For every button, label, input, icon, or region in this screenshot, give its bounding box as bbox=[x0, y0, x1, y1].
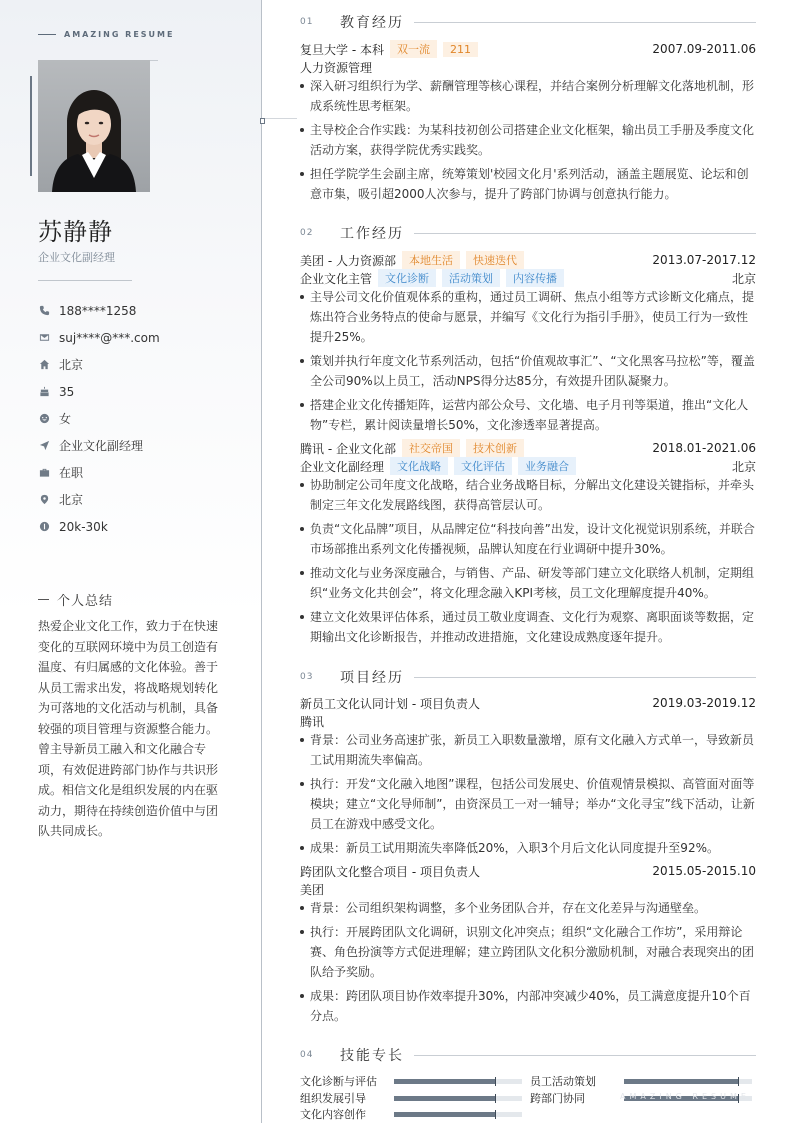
company-tag: 快速迭代 bbox=[466, 251, 524, 269]
timeline-connector bbox=[265, 118, 297, 119]
project-org: 美团 bbox=[300, 882, 325, 897]
project-header bbox=[300, 862, 756, 880]
section-title: 技能专长 bbox=[340, 1048, 404, 1064]
avatar bbox=[38, 60, 150, 192]
skill-bar bbox=[394, 1112, 522, 1117]
section-education-heading bbox=[300, 12, 756, 32]
position-tag: 业务融合 bbox=[518, 457, 576, 475]
project-bullets bbox=[300, 898, 756, 1030]
brand-label: AMAZING RESUME bbox=[64, 30, 175, 39]
list-item: 负责“文化品牌”项目，从品牌定位“科技向善”出发，设计文化视觉识别系统，并联合市场部推出系列文化传播视频，品牌认知度在行业调研中提升30%。 bbox=[300, 519, 756, 559]
section-skills-heading bbox=[300, 1045, 756, 1065]
contact-text: 35 bbox=[59, 384, 75, 399]
watermark: AMAZING RESUME bbox=[620, 1092, 750, 1101]
list-item: 执行：开发“文化融入地图”课程，包括公司发展史、价值观情景模拟、高管面对面等模块；建立“文化导师制”，由资深员工一对一辅导；举办“文化寻宝”线下活动，让新员工在游戏中感受文化。 bbox=[300, 774, 756, 834]
company-name: 美团 - 人力资源部 bbox=[300, 253, 396, 268]
company-tag: 技术创新 bbox=[466, 439, 524, 457]
work-city: 北京 bbox=[731, 459, 756, 474]
skill-item bbox=[300, 1073, 522, 1089]
brand-mark bbox=[38, 30, 174, 39]
contact-salary bbox=[38, 513, 248, 540]
education-tag: 双一流 bbox=[390, 40, 437, 58]
section-title: 项目经历 bbox=[340, 670, 404, 686]
work-position-row bbox=[300, 269, 756, 287]
contact-target bbox=[38, 432, 248, 459]
education-major: 人力资源管理 bbox=[300, 60, 373, 75]
skill-label: 文化内容创作 bbox=[300, 1108, 366, 1121]
contact-text: 北京 bbox=[59, 358, 84, 372]
contact-location bbox=[38, 486, 248, 513]
list-item: 搭建企业文化传播矩阵，运营内部公众号、文化墙、电子月刊等渠道，推出“文化人物”专栏，累计阅读量增长50%，文化渗透率显著提高。 bbox=[300, 395, 756, 435]
cake-icon bbox=[38, 386, 50, 398]
money-icon bbox=[38, 521, 50, 533]
skill-label: 组织发展引导 bbox=[300, 1092, 366, 1105]
work-header bbox=[300, 439, 756, 457]
company-name: 腾讯 - 企业文化部 bbox=[300, 441, 396, 456]
work-period: 2013.07-2017.12 bbox=[652, 253, 756, 267]
list-item: 成果：跨团队项目协作效率提升30%，内部冲突减少40%，员工满意度提升10个百分点。 bbox=[300, 986, 756, 1026]
work-period: 2018.01-2021.06 bbox=[652, 441, 756, 455]
list-item: 担任学院学生会副主席，统筹策划'校园文化月'系列活动，涵盖主题展览、论坛和创意市集，吸引超2000人次参与，提升了跨部门协调与创意执行能力。 bbox=[300, 164, 756, 204]
contact-phone bbox=[38, 297, 248, 324]
project-org-row bbox=[300, 712, 756, 730]
section-title: 教育经历 bbox=[340, 15, 404, 31]
contact-text: 在职 bbox=[59, 466, 84, 480]
list-item: 主导校企合作实践：为某科技初创公司搭建企业文化框架，输出员工手册及季度文化活动方案，获得学院优秀实践奖。 bbox=[300, 120, 756, 160]
position-tag: 活动策划 bbox=[442, 269, 500, 287]
work-city: 北京 bbox=[731, 271, 756, 286]
list-item: 策划并执行年度文化节系列活动，包括“价值观故事汇”、“文化黑客马拉松”等，覆盖全公司90%以上员工，活动NPS得分达85分，有效提升团队凝聚力。 bbox=[300, 351, 756, 391]
company-tag: 社交帝国 bbox=[402, 439, 460, 457]
section-title: 工作经历 bbox=[340, 226, 404, 242]
list-item: 深入研习组织行为学、薪酬管理等核心课程，并结合案例分析理解文化落地机制，形成系统性思考框架。 bbox=[300, 76, 756, 116]
work-position-row bbox=[300, 457, 756, 475]
position-tag: 文化战略 bbox=[390, 457, 448, 475]
list-item: 协助制定公司年度文化战略，结合业务战略目标，分解出文化建设关键指标，并牵头制定三年文化发展路线图，获得高管层认可。 bbox=[300, 475, 756, 515]
mail-icon bbox=[38, 332, 50, 344]
project-bullets bbox=[300, 730, 756, 862]
section-projects-heading bbox=[300, 667, 756, 687]
list-item: 背景：公司业务高速扩张，新员工入职数量激增，原有文化融入方式单一，导致新员工试用期流失率偏高。 bbox=[300, 730, 756, 770]
skill-label: 文化诊断与评估 bbox=[300, 1075, 377, 1088]
contact-home bbox=[38, 351, 248, 378]
skill-bar bbox=[394, 1079, 522, 1084]
summary-text: 热爱企业文化工作，致力于在快速变化的互联网环境中为员工创造有温度、有归属感的文化体验。善于从员工需求出发，将战略规划转化为可落地的文化活动与机制，具备较强的项目管理与资源整合能力。曾主导新员工融入和文化融合专项，有效促进跨部门协作与共识形成。相信文化是组织发展的内在驱动力，期待在持续创造价值中与团队共同成长。 bbox=[38, 619, 219, 838]
section-number: 04 bbox=[300, 1050, 314, 1060]
section-number: 01 bbox=[300, 17, 314, 27]
contact-list bbox=[38, 297, 248, 540]
project-header bbox=[300, 694, 756, 712]
education-tag: 211 bbox=[443, 42, 478, 57]
position-name: 企业文化主管 bbox=[300, 271, 373, 286]
skill-item bbox=[530, 1073, 752, 1089]
contact-text: 企业文化副经理 bbox=[59, 439, 144, 453]
profile-title: 企业文化副经理 bbox=[38, 251, 115, 264]
project-org: 腾讯 bbox=[300, 714, 325, 729]
list-item: 执行：开展跨团队文化调研，识别文化冲突点；组织“文化融合工作坊”，采用辩论赛、角色扮演等方式促进理解；建立跨团队文化积分激励机制，对融合表现突出的团队给予奖励。 bbox=[300, 922, 756, 982]
position-tag: 文化诊断 bbox=[378, 269, 436, 287]
education-period: 2007.09-2011.06 bbox=[652, 42, 756, 56]
position-tag: 内容传播 bbox=[506, 269, 564, 287]
skill-item bbox=[300, 1106, 522, 1122]
profile-name: 苏静静 bbox=[38, 218, 113, 246]
skill-label: 跨部门协同 bbox=[530, 1092, 585, 1105]
phone-icon bbox=[38, 305, 50, 317]
education-header bbox=[300, 40, 756, 58]
summary-title: 个人总结 bbox=[57, 594, 114, 609]
skill-label: 员工活动策划 bbox=[530, 1075, 596, 1088]
position-tag: 文化评估 bbox=[454, 457, 512, 475]
project-name: 新员工文化认同计划 - 项目负责人 bbox=[300, 696, 480, 711]
skill-bar bbox=[394, 1096, 522, 1101]
section-number: 03 bbox=[300, 672, 314, 682]
briefcase-icon bbox=[38, 467, 50, 479]
project-name: 跨团队文化整合项目 - 项目负责人 bbox=[300, 864, 480, 879]
section-number: 02 bbox=[300, 228, 314, 238]
contact-status bbox=[38, 459, 248, 486]
list-item: 推动文化与业务深度融合，与销售、产品、研发等部门建立文化联络人机制，定期组织“业务文化共创会”，将文化理念融入KPI考核，员工文化理解度提升40%。 bbox=[300, 563, 756, 603]
position-name: 企业文化副经理 bbox=[300, 459, 385, 474]
skill-item bbox=[300, 1090, 522, 1106]
work-bullets bbox=[300, 475, 756, 651]
contact-age bbox=[38, 378, 248, 405]
section-work-heading bbox=[300, 223, 756, 243]
contact-gender bbox=[38, 405, 248, 432]
company-tag: 本地生活 bbox=[402, 251, 460, 269]
contact-text: 188****1258 bbox=[59, 303, 137, 318]
list-item: 建立文化效果评估体系，通过员工敬业度调查、文化行为观察、离职面谈等数据，定期输出文化诊断报告，并推动改进措施，文化建设成熟度逐年提升。 bbox=[300, 607, 756, 647]
divider bbox=[38, 280, 132, 281]
summary-heading bbox=[38, 590, 113, 609]
project-period: 2015.05-2015.10 bbox=[652, 864, 756, 878]
list-item: 主导公司文化价值观体系的重构，通过员工调研、焦点小组等方式诊断文化痛点，提炼出符合业务特点的使命与愿景，并编写《文化行为指引手册》，使员工行为一致性提升25%。 bbox=[300, 287, 756, 347]
contact-text: 北京 bbox=[59, 493, 84, 507]
work-header bbox=[300, 251, 756, 269]
photo-decor-bar bbox=[30, 76, 32, 176]
contact-text: 20k-30k bbox=[59, 519, 108, 534]
project-period: 2019.03-2019.12 bbox=[652, 696, 756, 710]
avatar-portrait-icon bbox=[38, 60, 150, 192]
project-org-row bbox=[300, 880, 756, 898]
home-icon bbox=[38, 359, 50, 371]
contact-text: 女 bbox=[59, 412, 72, 426]
list-item: 成果：新员工试用期流失率降低20%，入职3个月后文化认同度提升至92%。 bbox=[300, 838, 756, 858]
list-item: 背景：公司组织架构调整，多个业务团队合并，存在文化差异与沟通壁垒。 bbox=[300, 898, 756, 918]
education-bullets bbox=[300, 76, 756, 208]
location-pin-icon bbox=[38, 494, 50, 506]
skill-bar bbox=[624, 1079, 752, 1084]
contact-text: suj****@***.com bbox=[59, 330, 160, 345]
education-major-row bbox=[300, 58, 756, 76]
contact-email bbox=[38, 324, 248, 351]
work-bullets bbox=[300, 287, 756, 439]
smile-icon bbox=[38, 413, 50, 425]
school-name: 复旦大学 - 本科 bbox=[300, 42, 384, 57]
send-icon bbox=[38, 440, 50, 452]
